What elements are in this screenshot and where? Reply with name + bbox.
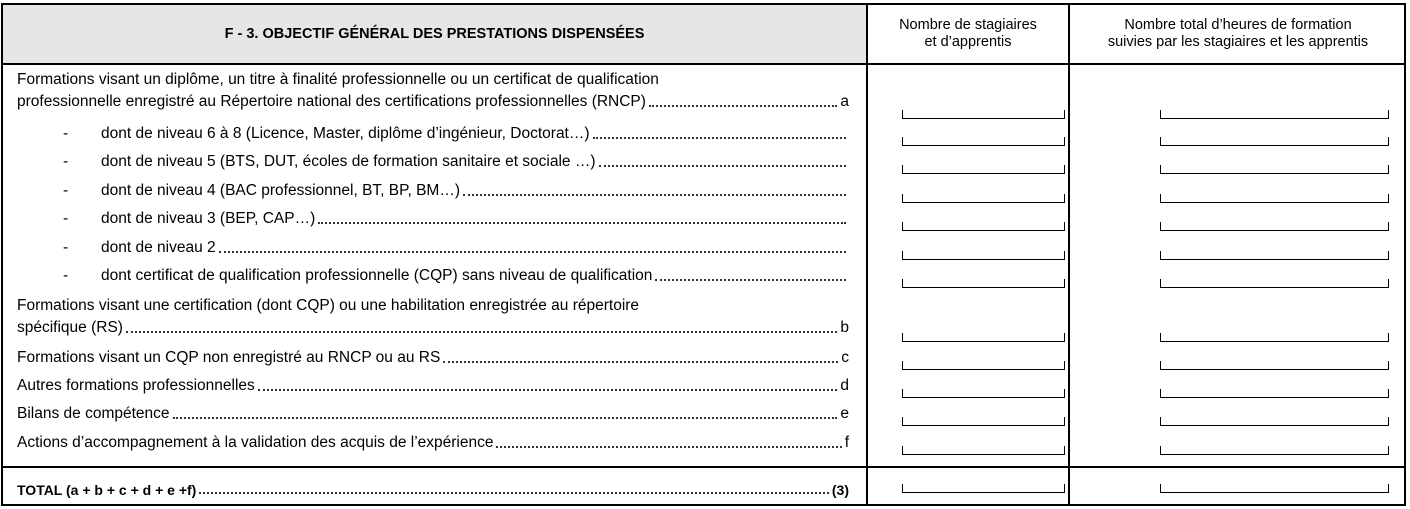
row-label: dont de niveau 4 (BAC professionnel, BT, BP, BM…) xyxy=(101,182,460,199)
dot-leader xyxy=(173,417,838,419)
dot-leader xyxy=(126,331,837,333)
row-label: dont de niveau 6 à 8 (Licence, Master, diplôme d’ingénieur, Doctorat…) xyxy=(101,125,590,142)
training-hours-field[interactable] xyxy=(1160,446,1389,455)
training-hours-field[interactable] xyxy=(1160,279,1389,288)
section-title: F - 3. OBJECTIF GÉNÉRAL DES PRESTATIONS DISPENSÉES xyxy=(3,5,866,63)
total-ref: (3) xyxy=(831,482,849,498)
bullet-dash: - xyxy=(63,125,69,142)
table-row xyxy=(63,210,849,228)
trainees-count-field[interactable] xyxy=(902,222,1065,231)
total-label: TOTAL (a + b + c + d + e +f) xyxy=(17,482,197,498)
training-hours-field[interactable] xyxy=(1160,137,1389,146)
training-hours-field[interactable] xyxy=(1160,389,1389,398)
table-row xyxy=(63,182,849,200)
row-label: dont de niveau 3 (BEP, CAP…) xyxy=(101,210,316,227)
column-divider xyxy=(1068,5,1070,504)
table-row xyxy=(17,93,849,111)
dot-leader xyxy=(463,194,846,196)
dot-leader xyxy=(258,389,838,391)
table-row xyxy=(17,319,849,337)
trainees-count-field[interactable] xyxy=(902,137,1065,146)
dot-leader xyxy=(649,105,837,107)
table-row xyxy=(63,239,849,257)
dot-leader xyxy=(496,446,841,448)
row-ref: c xyxy=(841,349,849,366)
table-row xyxy=(17,349,849,367)
bullet-dash: - xyxy=(63,210,69,227)
trainees-count-field[interactable] xyxy=(902,251,1065,260)
trainees-count-field[interactable] xyxy=(902,194,1065,203)
row-label: Actions d’accompagnement à la validation des acquis de l’expérience xyxy=(17,434,494,451)
training-hours-field[interactable] xyxy=(1160,110,1389,119)
trainees-count-field[interactable] xyxy=(902,333,1065,342)
dot-leader xyxy=(443,361,838,363)
table-row xyxy=(63,125,849,143)
trainees-count-field[interactable] xyxy=(902,446,1065,455)
row-ref: e xyxy=(840,405,849,422)
trainees-count-field[interactable] xyxy=(902,165,1065,174)
training-hours-field[interactable] xyxy=(1160,417,1389,426)
column-header-trainees xyxy=(868,5,1068,63)
row-label-line1: Formations visant une certification (dont CQP) ou une habilitation enregistrée au répertoire xyxy=(17,297,640,314)
training-hours-field[interactable] xyxy=(1160,222,1389,231)
table-row xyxy=(63,153,849,171)
dot-leader xyxy=(318,222,846,224)
row-ref: b xyxy=(840,319,849,336)
trainees-count-field[interactable] xyxy=(902,279,1065,288)
table-row xyxy=(17,434,849,452)
trainees-count-field[interactable] xyxy=(902,417,1065,426)
form-section-f3 xyxy=(1,3,1406,506)
table-row xyxy=(63,267,849,285)
training-hours-field[interactable] xyxy=(1160,165,1389,174)
total-hours-field[interactable] xyxy=(1160,484,1389,493)
table-header xyxy=(3,5,1404,65)
total-row xyxy=(17,482,849,498)
bullet-dash: - xyxy=(63,267,69,284)
row-label: spécifique (RS) xyxy=(17,319,123,336)
col1-line1: Nombre de stagiaires xyxy=(899,17,1037,33)
dot-leader xyxy=(655,279,846,281)
table-row xyxy=(17,377,849,395)
row-label: dont de niveau 5 (BTS, DUT, écoles de formation sanitaire et sociale …) xyxy=(101,153,596,170)
row-label: dont de niveau 2 xyxy=(101,239,216,256)
total-trainees-field[interactable] xyxy=(902,484,1065,493)
col2-line1: Nombre total d’heures de formation xyxy=(1124,17,1352,33)
column-divider xyxy=(866,5,868,504)
dot-leader xyxy=(219,251,846,253)
col2-line2: suivies par les stagiaires et les apprentis xyxy=(1107,34,1369,50)
trainees-count-field[interactable] xyxy=(902,389,1065,398)
dot-leader xyxy=(199,492,829,494)
table-row xyxy=(17,405,849,423)
trainees-count-field[interactable] xyxy=(902,110,1065,119)
row-label: Formations visant un CQP non enregistré au RNCP ou au RS xyxy=(17,349,441,366)
training-hours-field[interactable] xyxy=(1160,251,1389,260)
training-hours-field[interactable] xyxy=(1160,333,1389,342)
row-ref: a xyxy=(840,93,849,110)
col1-line2: et d’apprentis xyxy=(924,34,1012,50)
row-label: Autres formations professionnelles xyxy=(17,377,255,394)
row-ref: d xyxy=(840,377,849,394)
row-label: professionnelle enregistré au Répertoire national des certifications professionnelles (RNCP) xyxy=(17,93,646,110)
bullet-dash: - xyxy=(63,153,69,170)
bullet-dash: - xyxy=(63,239,69,256)
row-ref: f xyxy=(844,434,849,451)
trainees-count-field[interactable] xyxy=(902,361,1065,370)
row-label: Bilans de compétence xyxy=(17,405,170,422)
training-hours-field[interactable] xyxy=(1160,194,1389,203)
total-separator xyxy=(3,466,1404,468)
column-header-hours xyxy=(1070,5,1406,63)
row-label: dont certificat de qualification professionnelle (CQP) sans niveau de qualification xyxy=(101,267,653,284)
bullet-dash: - xyxy=(63,182,69,199)
row-label-line1: Formations visant un diplôme, un titre à finalité professionnelle ou un certificat de qualification xyxy=(17,71,659,88)
training-hours-field[interactable] xyxy=(1160,361,1389,370)
dot-leader xyxy=(599,165,846,167)
dot-leader xyxy=(593,137,846,139)
